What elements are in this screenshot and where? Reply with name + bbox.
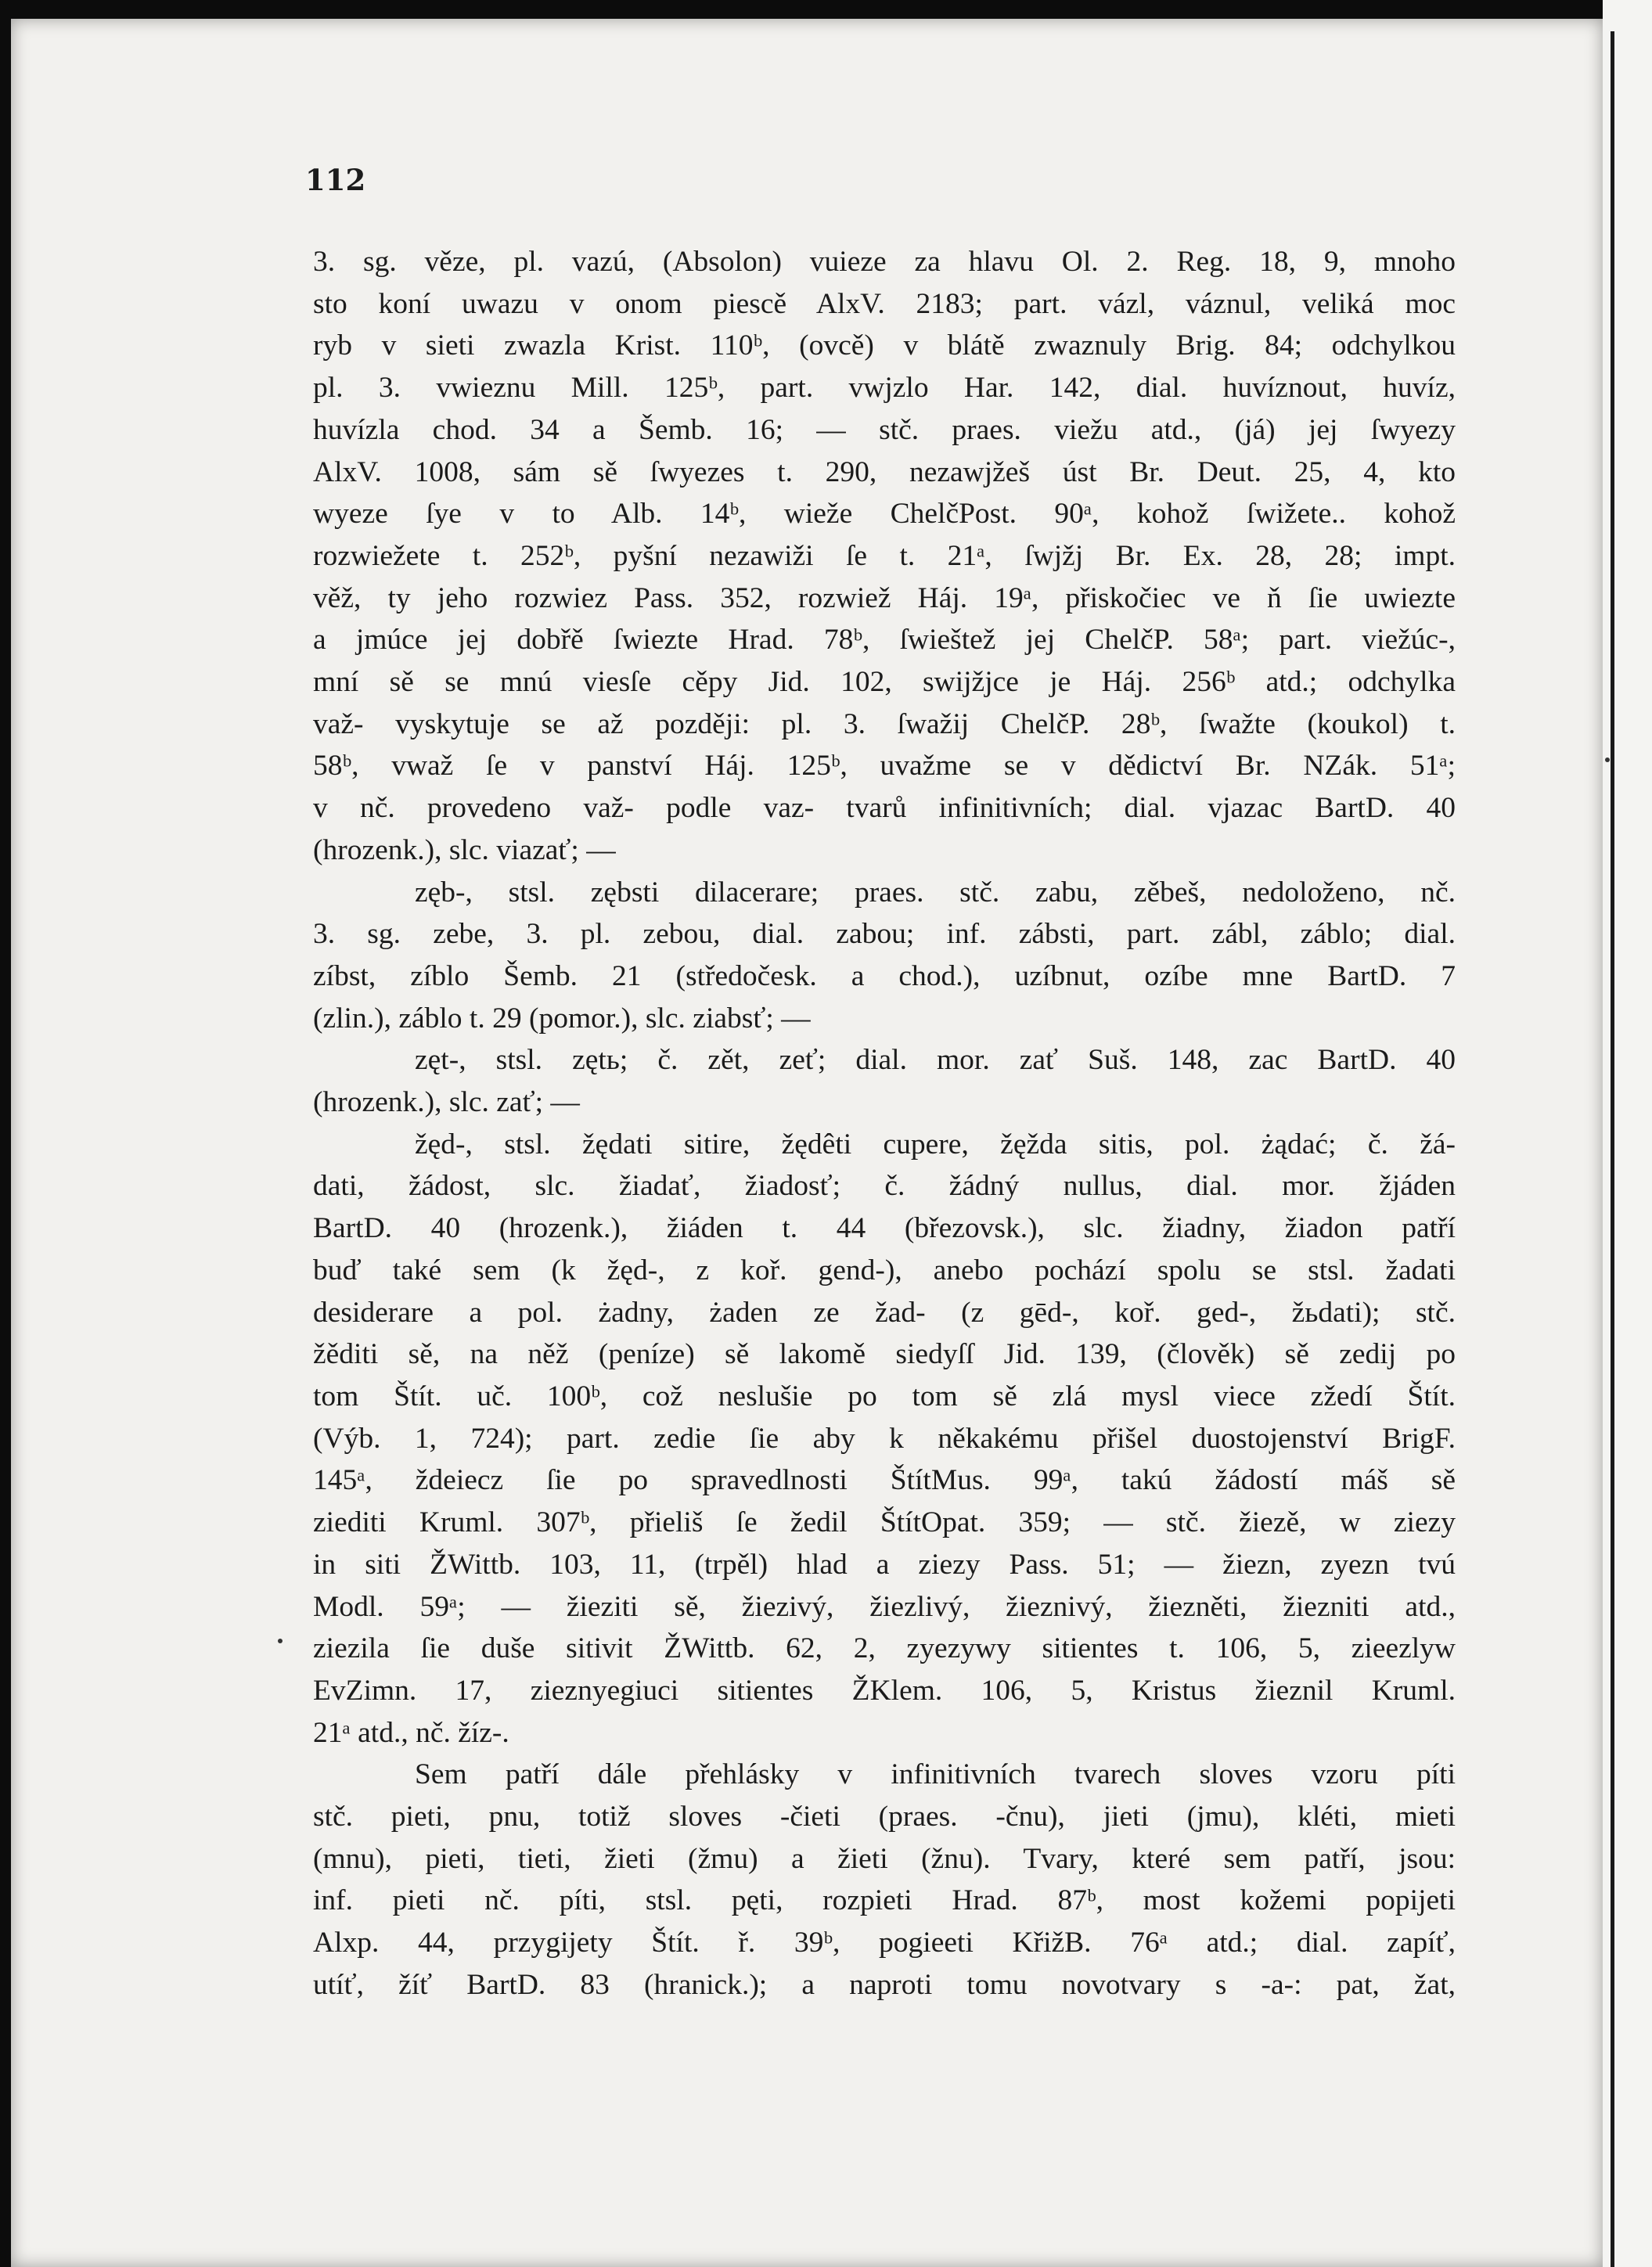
text-line: utíť, žíť BartD. 83 (hranick.); a naproti tomu novotvary s -a-: pat, žat,: [313, 1968, 1456, 2001]
text-line: ziezila ſie duše sitivit ŽWittb. 62, 2, zyezywy sitientes t. 106, 5, zieezlyw: [313, 1632, 1456, 1665]
text-line: Alxp. 44, przygijety Štít. ř. 39ᵇ, pogieeti KřižB. 76ᵃ atd.; dial. zapíť,: [313, 1927, 1456, 1959]
text-line: v nč. provedeno važ- podle vaz- tvarů infinitivních; dial. vjazac BartD. 40: [313, 792, 1456, 825]
text-line: EvZimn. 17, zieznyegiuci sitientes ŽKlem. 106, 5, Kristus žieznil Kruml.: [313, 1674, 1456, 1707]
text-line: 145ᵃ, ždeiecz ſie po spravedlnosti ŠtítMus. 99ᵃ, takú žádostí máš sě: [313, 1464, 1456, 1497]
text-line: 3. sg. zebe, 3. pl. zebou, dial. zabou; inf. zábsti, part. zábl, záblo; dial.: [313, 918, 1456, 951]
text-line: zęt-, stsl. zętь; č. zět, zeť; dial. mor. zať Suš. 148, zac BartD. 40: [415, 1044, 1456, 1077]
text-line: (mnu), pieti, tieti, žieti (žmu) a žieti (žnu). Tvary, které sem patří, jsou:: [313, 1842, 1456, 1875]
text-line: buď také sem (k žęd-, z koř. gend-), anebo pochází spolu se stsl. žadati: [313, 1254, 1456, 1286]
text-line: (Výb. 1, 724); part. zedie ſie aby k někakému přišel duostojenství BrigF.: [313, 1422, 1456, 1455]
text-line: važ- vyskytuje se až později: pl. 3. ſwažij ChelčP. 28ᵇ, ſwažte (koukol) t.: [313, 707, 1456, 740]
text-line: 21ᵃ atd., nč. žíz-.: [313, 1716, 509, 1749]
page-number: 112: [305, 163, 366, 197]
text-line: pl. 3. vwieznu Mill. 125ᵇ, part. vwjzlo Har. 142, dial. huvíznout, huvíz,: [313, 372, 1456, 405]
text-line: Modl. 59ᵃ; — žieziti sě, žiezivý, žiezlivý, žieznivý, žiezněti, žiezniti atd.,: [313, 1590, 1456, 1623]
scan-speck: [1605, 757, 1610, 762]
text-line: AlxV. 1008, sám sě ſwyezes t. 290, nezawjžeš úst Br. Deut. 25, 4, kto: [313, 455, 1456, 488]
text-line: věž, ty jeho rozwiez Pass. 352, rozwiež Háj. 19ᵃ, přiskočiec ve ň ſie uwiezte: [313, 581, 1456, 614]
text-line: tom Štít. uč. 100ᵇ, což neslušie po tom sě zlá mysl viece zžedí Štít.: [313, 1380, 1456, 1412]
text-line: a jmúce jej dobřě ſwiezte Hrad. 78ᵇ, ſwieštež jej ChelčP. 58ᵃ; part. viežúc-,: [313, 624, 1456, 657]
text-line: (hrozenk.), slc. viazať; —: [313, 833, 616, 866]
text-line: inf. pieti nč. píti, stsl. pęti, rozpieti Hrad. 87ᵇ, most kožemi popijeti: [313, 1884, 1456, 1917]
text-line: zíbst, zíblo Šemb. 21 (středočesk. a chod.), uzíbnut, ozíbe mne BartD. 7: [313, 959, 1456, 992]
text-line: 58ᵇ, vwaž ſe v panství Háj. 125ᵇ, uvažme se v dědictví Br. NZák. 51ᵃ;: [313, 750, 1456, 783]
scan-speck: [278, 1639, 283, 1643]
text-line: 3. sg. věze, pl. vazú, (Absolon) vuieze za hlavu Ol. 2. Reg. 18, 9, mnoho: [313, 246, 1456, 278]
text-line: (zlin.), záblo t. 29 (pomor.), slc. ziabsť; —: [313, 1002, 811, 1035]
text-line: rozwiežete t. 252ᵇ, pyšní nezawiži ſe t. 21ᵃ, ſwjžj Br. Ex. 28, 28; impt.: [313, 539, 1456, 572]
text-line: ryb v sieti zwazla Krist. 110ᵇ, (ovcě) v blátě zwaznuly Brig. 84; odchylkou: [313, 329, 1456, 362]
text-line: wyeze ſye v to Alb. 14ᵇ, wieže ChelčPost. 90ᵃ, kohož ſwižete.. kohož: [313, 498, 1456, 531]
text-line: dati, žádost, slc. žiadať, žiadosť; č. žádný nullus, dial. mor. žjáden: [313, 1170, 1456, 1203]
text-line: in siti ŽWittb. 103, 11, (trpěl) hlad a ziezy Pass. 51; — žiezn, zyezn tvú: [313, 1548, 1456, 1581]
page-gutter-line: [1611, 31, 1614, 2267]
text-line: Sem patří dále přehlásky v infinitivních tvarech sloves vzoru píti: [415, 1758, 1456, 1791]
text-line: desiderare a pol. żadny, żaden ze žad- (z gēd-, koř. ged-, žьdati); stč.: [313, 1296, 1456, 1329]
text-line: ziediti Kruml. 307ᵇ, přieliš ſe žedil ŠtítOpat. 359; — stč. žiezě, w ziezy: [313, 1506, 1456, 1539]
text-line: BartD. 40 (hrozenk.), žiáden t. 44 (březovsk.), slc. žiadny, žiadon patří: [313, 1212, 1456, 1245]
text-line: mní sě se mnú viesſe cěpy Jid. 102, swijžjce je Háj. 256ᵇ atd.; odchylka: [313, 666, 1456, 699]
body-text: [313, 241, 1456, 2006]
text-line: zęb-, stsl. zębsti dilacerare; praes. stč. zabu, zěbeš, nedoloženo, nč.: [415, 876, 1456, 909]
text-line: (hrozenk.), slc. zať; —: [313, 1086, 580, 1119]
text-line: sto koní uwazu v onom piescě AlxV. 2183; part. vázl, váznul, veliká moc: [313, 287, 1456, 320]
text-line: žěditi sě, na něž (peníze) sě lakomě siedyſſ Jid. 139, (člověk) sě zedij po: [313, 1338, 1456, 1371]
text-line: stč. pieti, pnu, totiž sloves -čieti (praes. -čnu), jieti (jmu), kléti, mieti: [313, 1801, 1456, 1833]
text-line: huvízla chod. 34 a Šemb. 16; — stč. praes. viežu atd., (já) jej ſwyezy: [313, 413, 1456, 446]
text-line: žęd-, stsl. žędati sitire, žędêti cupere, žęžda sitis, pol. żądać; č. žá-: [415, 1128, 1456, 1160]
